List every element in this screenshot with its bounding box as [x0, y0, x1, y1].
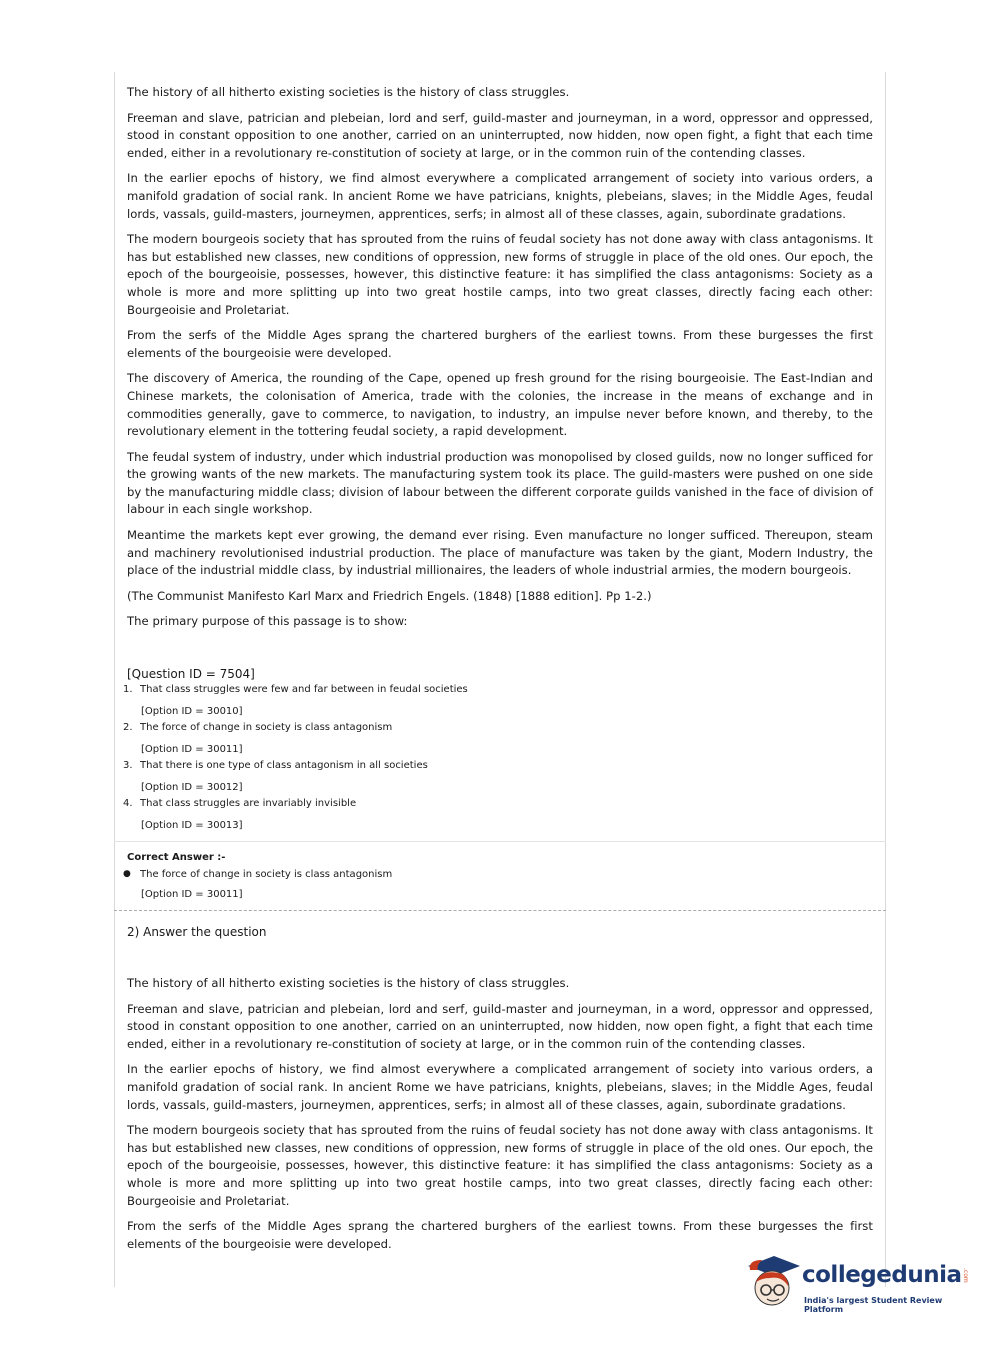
option-text: That class struggles are invariably invisible [140, 798, 357, 810]
option-number: 4. [123, 798, 133, 810]
correct-answer-text: The force of change in society is class antagonism [140, 869, 393, 881]
brand-domain: .com [962, 1268, 969, 1283]
q1-paragraph-5: From the serfs of the Middle Ages sprang the chartered burghers of the earliest towns. From these burgesses the first elements of the bourgeoisie were developed. [127, 328, 873, 360]
q2-paragraph-1: The history of all hitherto existing societies is the history of class struggles. [127, 976, 570, 991]
option-2[interactable] [123, 721, 873, 735]
q2-paragraph-4: The modern bourgeois society that has sprouted from the ruins of feudal society has not done away with class antagonisms. It has but established new classes, new conditions of oppression, new forms of struggle in place of the old ones. Our epoch, the epoch of the bourgeoisie, possesses, however, this distinctive feature: it has simplified the class antagonisms: Society as a whole is more and more splitting up into two great hostile camps, into two great classes, directly facing each other: Bourgeoisie and Proletariat. [127, 1123, 873, 1208]
option-text: The force of change in society is class antagonism [140, 722, 393, 734]
section-divider [114, 841, 886, 842]
q1-paragraph-8: Meantime the markets kept ever growing, the demand ever rising. Even manufacture no longer sufficed. Thereupon, steam and machinery revolutionised industrial production. The place of manufacture was taken by the giant, Modern Industry, the place of the industrial middle class, by industrial millionaires, the leaders of whole industrial armies, the modern bourgeois. [127, 528, 873, 578]
q2-passage [127, 975, 873, 1253]
q2-paragraph-5: From the serfs of the Middle Ages sprang the chartered burghers of the earliest towns. From these burgesses the first elements of the bourgeoisie were developed. [127, 1219, 873, 1251]
bullet-icon: ● [123, 869, 131, 880]
collegedunia-watermark [742, 1252, 972, 1322]
option-id: [Option ID = 30010] [141, 706, 243, 718]
brand-tagline: India's largest Student Review Platform [804, 1296, 943, 1314]
q1-paragraph-4: The modern bourgeois society that has sprouted from the ruins of feudal society has not done away with class antagonisms. It has but established new classes, new conditions of oppression, new forms of struggle in place of the old ones. Our epoch, the epoch of the bourgeoisie, possesses, however, this distinctive feature: it has simplified the class antagonisms: Society as a whole is more and more splitting up into two great hostile camps, into two great classes, directly facing each other: Bourgeoisie and Proletariat. [127, 232, 873, 317]
option-1[interactable] [123, 683, 873, 697]
option-text: That there is one type of class antagonism in all societies [140, 760, 428, 772]
q1-paragraph-6: The discovery of America, the rounding of the Cape, opened up fresh ground for the rising bourgeoisie. The East-Indian and Chinese markets, the colonisation of America, trade with the colonies, the increase in the means of exchange and in commodities generally, gave to commerce, to navigation, to industry, an impulse never before known, and thereby, to the revolutionary element in the tottering feudal society, a rapid development. [127, 371, 873, 439]
q1-passage [127, 84, 873, 631]
q1-paragraph-7: The feudal system of industry, under which industrial production was monopolised by closed guilds, now no longer sufficed for the growing wants of the new markets. The manufacturing system took its place. The guild-masters were pushed on one side by the manufacturing middle class; division of labour between the different corporate guilds vanished in the face of division of labour in each single workshop. [127, 449, 873, 517]
q1-citation: (The Communist Manifesto Karl Marx and Friedrich Engels. (1848) [1888 edition]. Pp 1-2.) [127, 588, 652, 603]
q1-paragraph-3: In the earlier epochs of history, we find almost everywhere a complicated arrangement of society into various orders, a manifold gradation of social rank. In ancient Rome we have patricians, knights, plebeians, slaves; in the Middle Ages, feudal lords, vassals, guild-masters, journeymen, apprentices, serfs; in almost all of these classes, again, subordinate gradations. [127, 171, 873, 221]
q2-paragraph-3: In the earlier epochs of history, we find almost everywhere a complicated arrangement of society into various orders, a manifold gradation of social rank. In ancient Rome we have patricians, knights, plebeians, slaves; in the Middle Ages, feudal lords, vassals, guild-masters, journeymen, apprentices, serfs; in almost all of these classes, again, subordinate gradations. [127, 1062, 873, 1112]
correct-answer-label: Correct Answer :- [127, 852, 226, 864]
option-text: That class struggles were few and far between in feudal societies [140, 684, 468, 696]
q2-heading: 2) Answer the question [127, 925, 267, 940]
q1-question-id: [Question ID = 7504] [127, 667, 255, 682]
mascot-icon [742, 1252, 802, 1318]
option-number: 3. [123, 760, 133, 772]
q1-options [123, 683, 873, 833]
question-divider [114, 910, 886, 911]
option-id: [Option ID = 30013] [141, 820, 243, 832]
option-4[interactable] [123, 797, 873, 811]
q1-paragraph-1: The history of all hitherto existing societies is the history of class struggles. [127, 85, 570, 99]
option-id: [Option ID = 30011] [141, 744, 243, 756]
option-id: [Option ID = 30012] [141, 782, 243, 794]
correct-answer-block [123, 852, 873, 902]
option-number: 2. [123, 722, 133, 734]
correct-answer [123, 869, 873, 880]
brand-name: collegedunia [802, 1262, 962, 1288]
document-body [123, 84, 873, 1261]
q2-paragraph-2: Freeman and slave, patrician and plebeian, lord and serf, guild-master and journeyman, in a word, oppressor and oppressed, stood in constant opposition to one another, carried on an uninterrupted, now hidden, now open fight, a fight that each time ended, either in a revolutionary re-constitution of society at large, or in the common ruin of the contending classes. [127, 1001, 873, 1051]
correct-option-id: [Option ID = 30011] [141, 889, 243, 901]
q1-paragraph-2: Freeman and slave, patrician and plebeian, lord and serf, guild-master and journeyman, in a word, oppressor and oppressed, stood in constant opposition to one another, carried on an uninterrupted, now hidden, now open fight, a fight that each time ended, either in a revolutionary re-constitution of society at large, or in the common ruin of the contending classes. [127, 110, 873, 160]
option-3[interactable] [123, 759, 873, 773]
q1-question-stem: The primary purpose of this passage is to show: [127, 614, 408, 629]
option-number: 1. [123, 684, 133, 696]
